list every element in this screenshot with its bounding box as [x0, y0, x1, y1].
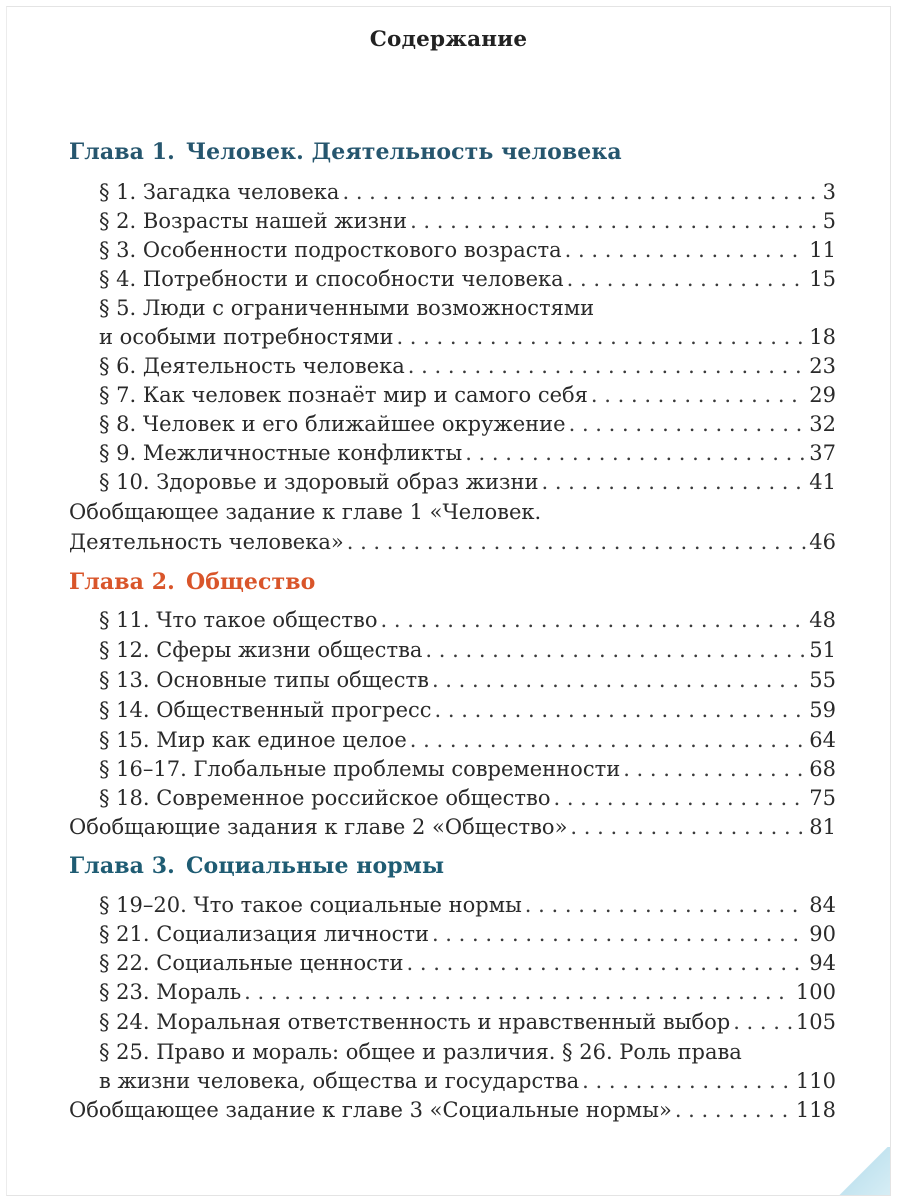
toc-entry[interactable]: [99, 236, 836, 264]
toc-entry-label: § 4. Потребности и способности человека: [99, 267, 564, 291]
dot-leader: [425, 636, 806, 664]
toc-page-number: 5: [822, 209, 836, 233]
dot-leader: [244, 978, 793, 1006]
toc-page-number: 64: [809, 728, 836, 752]
toc-entry[interactable]: [99, 410, 836, 438]
toc-entry[interactable]: [99, 323, 836, 351]
toc-entry-label: § 7. Как человек познаёт мир и самого себя: [99, 383, 588, 407]
toc-entry[interactable]: [99, 636, 836, 664]
summary-entry-first-line[interactable]: Обобщающее задание к главе 1 «Человек.: [69, 500, 542, 524]
toc-entry-label: § 3. Особенности подросткового возраста: [99, 238, 562, 262]
dot-leader: [525, 891, 806, 919]
dot-leader: [410, 726, 807, 754]
toc-entry-first-line[interactable]: § 5. Люди с ограниченными возможностями: [99, 296, 595, 320]
toc-page-number: 29: [809, 383, 836, 407]
dot-leader: [381, 606, 807, 634]
toc-entry[interactable]: [99, 1008, 836, 1036]
dot-leader: [591, 381, 806, 409]
dot-leader: [565, 236, 807, 264]
dot-leader: [570, 813, 806, 841]
toc-page-number: 94: [809, 951, 836, 975]
page-corner-decoration: [832, 1147, 891, 1196]
chapter-number: Глава 1.: [69, 139, 175, 165]
toc-entry-label: § 19–20. Что такое социальные нормы: [99, 893, 522, 917]
toc-entry[interactable]: [99, 696, 836, 724]
toc-entry-label: § 10. Здоровье и здоровый образ жизни: [99, 470, 539, 494]
toc-page-number: 81: [809, 815, 836, 839]
dot-leader: [582, 1067, 793, 1095]
toc-entry-label: § 13. Основные типы обществ: [99, 668, 429, 692]
page-title: Содержание: [369, 27, 528, 52]
toc-entry[interactable]: [99, 726, 836, 754]
toc-entry[interactable]: [99, 468, 836, 496]
summary-entry-label: Обобщающее задание к главе 3 «Социальные нормы»: [69, 1098, 672, 1122]
toc-page-number: 110: [795, 1069, 836, 1093]
dot-leader: [569, 410, 807, 438]
dot-leader: [407, 949, 807, 977]
dot-leader: [435, 696, 807, 724]
toc-entry[interactable]: [99, 891, 836, 919]
toc-entry[interactable]: [99, 949, 836, 977]
summary-entry[interactable]: [69, 528, 836, 556]
toc-entry[interactable]: [99, 352, 836, 380]
toc-page-number: 32: [809, 412, 836, 436]
chapter-number: Глава 2.: [69, 569, 175, 595]
toc-entry-label: § 24. Моральная ответственность и нравственный выбор: [99, 1010, 731, 1034]
toc-page-number: 68: [809, 757, 836, 781]
chapter-heading-2: [69, 569, 315, 595]
toc-entry[interactable]: [99, 265, 836, 293]
toc-entry[interactable]: [99, 666, 836, 694]
toc-entry-first-line[interactable]: § 25. Право и мораль: общее и различия. § 26. Роль права: [99, 1040, 742, 1064]
dot-leader: [553, 784, 806, 812]
dot-leader: [410, 207, 820, 235]
toc-entry-label: § 18. Современное российское общество: [99, 786, 551, 810]
toc-page-number: 41: [809, 470, 836, 494]
document-page: [6, 6, 891, 1196]
toc-page-number: 55: [809, 668, 836, 692]
toc-entry[interactable]: [99, 978, 836, 1006]
toc-entry[interactable]: [99, 755, 836, 783]
chapter-title: Человек. Деятельность человека: [185, 139, 622, 165]
toc-entry[interactable]: [99, 381, 836, 409]
toc-page-number: 3: [822, 180, 836, 204]
chapter-title: Общество: [185, 569, 316, 595]
dot-leader: [733, 1008, 793, 1036]
chapter-title: Социальные нормы: [185, 853, 445, 879]
toc-page-number: 105: [795, 1010, 836, 1034]
toc-page-number: 59: [809, 698, 836, 722]
toc-entry[interactable]: [99, 920, 836, 948]
toc-entry-label: § 8. Человек и его ближайшее окружение: [99, 412, 566, 436]
toc-page-number: 51: [809, 638, 836, 662]
toc-entry-label: § 21. Социализация личности: [99, 922, 429, 946]
toc-page-number: 46: [809, 530, 836, 554]
dot-leader: [541, 468, 806, 496]
toc-page-number: 75: [809, 786, 836, 810]
toc-entry-label: § 6. Деятельность человека: [99, 354, 405, 378]
toc-entry-label: и особыми потребностями: [99, 325, 394, 349]
dot-leader: [408, 352, 806, 380]
toc-entry-label: в жизни человека, общества и государства: [99, 1069, 580, 1093]
dot-leader: [432, 920, 806, 948]
toc-page-number: 100: [795, 980, 836, 1004]
chapter-number: Глава 3.: [69, 853, 175, 879]
summary-entry[interactable]: [69, 813, 836, 841]
toc-entry-label: § 22. Социальные ценности: [99, 951, 404, 975]
toc-entry-label: § 11. Что такое общество: [99, 608, 378, 632]
summary-entry-label: Обобщающие задания к главе 2 «Общество»: [69, 815, 568, 839]
toc-entry[interactable]: [99, 439, 836, 467]
dot-leader: [432, 666, 806, 694]
toc-entry[interactable]: [99, 606, 836, 634]
summary-entry-label: Деятельность человека»: [69, 530, 344, 554]
toc-entry-label: § 2. Возрасты нашей жизни: [99, 209, 408, 233]
toc-page-number: 90: [809, 922, 836, 946]
toc-entry[interactable]: [99, 207, 836, 235]
toc-entry-label: § 15. Мир как единое целое: [99, 728, 407, 752]
toc-entry[interactable]: [99, 178, 836, 206]
dot-leader: [465, 439, 806, 467]
dot-leader: [347, 528, 807, 556]
chapter-heading-1: [69, 139, 622, 165]
dot-leader: [675, 1096, 793, 1124]
toc-entry-label: § 12. Сферы жизни общества: [99, 638, 423, 662]
dot-leader: [567, 265, 807, 293]
dot-leader: [396, 323, 806, 351]
summary-entry[interactable]: [69, 1096, 836, 1124]
toc-entry-label: § 23. Мораль: [99, 980, 242, 1004]
toc-entry-label: § 9. Межличностные конфликты: [99, 441, 463, 465]
toc-page-number: 11: [809, 238, 836, 262]
dot-leader: [342, 178, 819, 206]
chapter-heading-3: [69, 853, 444, 879]
toc-entry-label: § 16–17. Глобальные проблемы современности: [99, 757, 621, 781]
toc-page-number: 118: [795, 1098, 836, 1122]
toc-page-number: 37: [809, 441, 836, 465]
toc-page-number: 84: [809, 893, 836, 917]
toc-page-number: 15: [809, 267, 836, 291]
toc-page-number: 18: [809, 325, 836, 349]
dot-leader: [623, 755, 806, 783]
toc-page-number: 23: [809, 354, 836, 378]
toc-entry[interactable]: [99, 784, 836, 812]
toc-entry[interactable]: [99, 1067, 836, 1095]
toc-page-number: 48: [809, 608, 836, 632]
toc-entry-label: § 14. Общественный прогресс: [99, 698, 432, 722]
toc-entry-label: § 1. Загадка человека: [99, 180, 340, 204]
